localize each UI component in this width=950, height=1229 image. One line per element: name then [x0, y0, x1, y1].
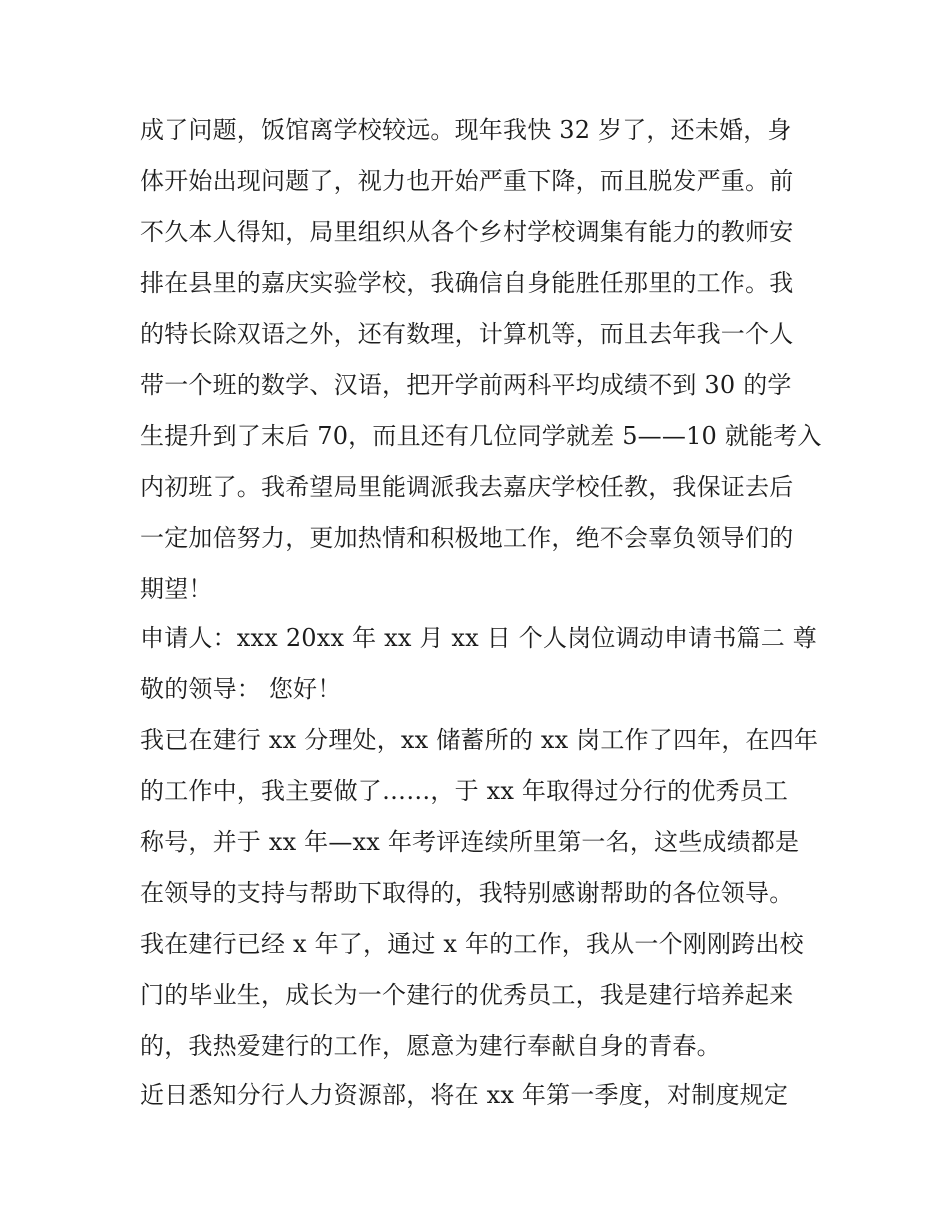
text-line: 的特长除双语之外，还有数理，计算机等，而且去年我一个人 — [140, 320, 794, 348]
text-line: 敬的领导： 您好！ — [140, 675, 342, 703]
text-line: 近日悉知分行人力资源部，将在 xx 年第一季度，对制度规定 — [140, 1081, 789, 1109]
text-line: 称号，并于 xx 年—xx 年考评连续所里第一名，这些成绩都是 — [140, 828, 800, 856]
text-line: 在领导的支持与帮助下取得的，我特别感谢帮助的各位领导。 — [140, 879, 794, 907]
text-line: 门的毕业生，成长为一个建行的优秀员工，我是建行培养起来 — [140, 981, 794, 1009]
text-line: 内初班了。我希望局里能调派我去嘉庆学校任教，我保证去后 — [140, 473, 794, 501]
text-line: 生提升到了末后 70，而且还有几位同学就差 5——10 就能考入 — [140, 422, 822, 450]
text-line: 带一个班的数学、汉语，把开学前两科平均成绩不到 30 的学 — [140, 371, 792, 399]
text-line: 申请人：xxx 20xx 年 xx 月 xx 日 个人岗位调动申请书篇二 尊 — [140, 624, 817, 652]
text-line: 期望！ — [140, 575, 213, 603]
text-line: 成了问题，饭馆离学校较远。现年我快 32 岁了，还未婚，身 — [140, 116, 792, 144]
text-line: 的工作中，我主要做了……，于 xx 年取得过分行的优秀员工 — [140, 777, 789, 805]
text-line: 排在县里的嘉庆实验学校，我确信自身能胜任那里的工作。我 — [140, 269, 794, 297]
text-line: 的，我热爱建行的工作，愿意为建行奉献自身的青春。 — [140, 1032, 721, 1060]
text-line: 我已在建行 xx 分理处，xx 储蓄所的 xx 岗工作了四年，在四年 — [140, 726, 819, 754]
text-line: 一定加倍努力，更加热情和积极地工作，绝不会辜负领导们的 — [140, 524, 794, 552]
text-line: 我在建行已经 x 年了，通过 x 年的工作，我从一个刚刚跨出校 — [140, 930, 804, 958]
text-line: 体开始出现问题了，视力也开始严重下降，而且脱发严重。前 — [140, 167, 794, 195]
text-line: 不久本人得知，局里组织从各个乡村学校调集有能力的教师安 — [140, 218, 794, 246]
